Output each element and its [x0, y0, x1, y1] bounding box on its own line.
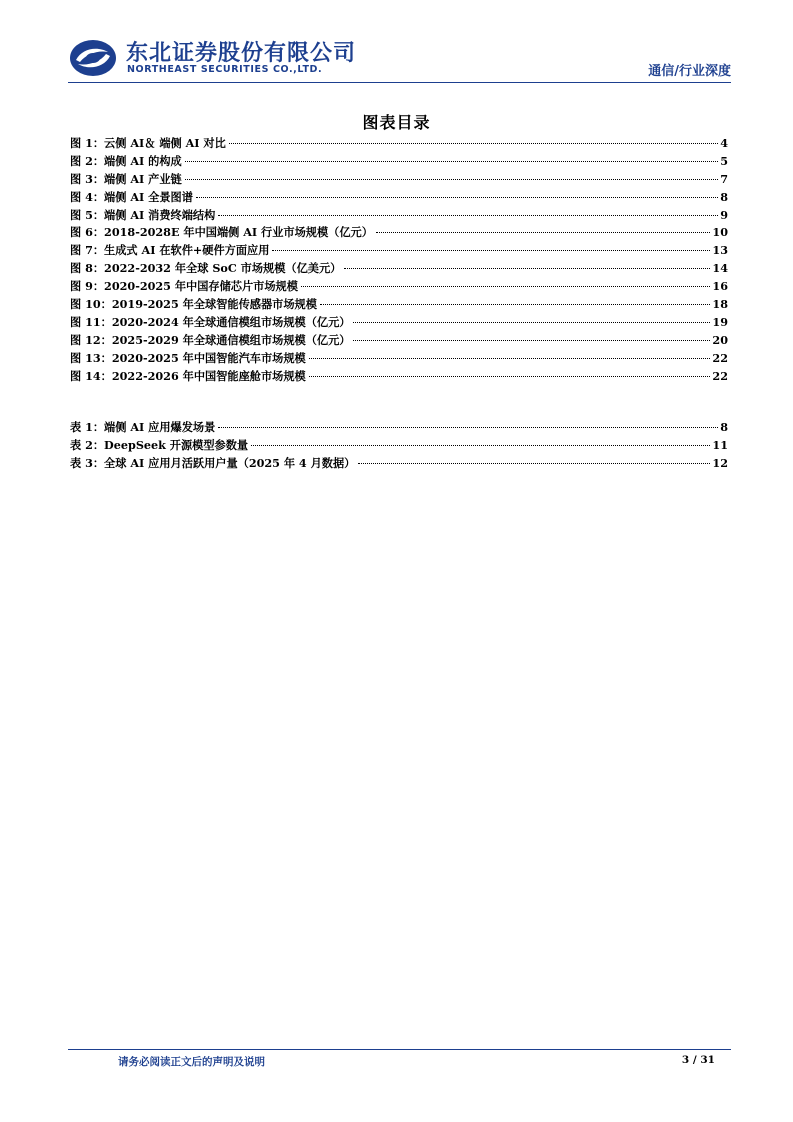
toc-entry-label: 图 14：2022-2026 年中国智能座舱市场规模: [70, 368, 306, 383]
toc-entry-page: 22: [712, 368, 728, 383]
dot-leader: [185, 179, 719, 180]
page-number: 3 / 31: [681, 1054, 715, 1066]
figure-list: [70, 135, 728, 385]
toc-entry-table[interactable]: [70, 419, 728, 437]
toc-entry-label: 图 1：云侧 AI＆ 端侧 AI 对比: [70, 136, 226, 150]
toc-entry-label: 表 2：DeepSeek 开源模型参数量: [70, 437, 249, 452]
toc-entry-page: 19: [712, 314, 728, 329]
dot-leader: [229, 143, 718, 144]
toc-entry-page: 5: [720, 153, 728, 168]
company-name-cn: 东北证券股份有限公司: [126, 41, 357, 66]
toc-entry-figure[interactable]: [70, 224, 728, 242]
dot-leader: [301, 286, 710, 287]
header-divider: [68, 82, 731, 83]
toc-entry-label: 表 1：端侧 AI 应用爆发场景: [70, 420, 216, 434]
toc-entry-figure[interactable]: [70, 260, 728, 278]
toc-entry-label: 图 3：端侧 AI 产业链: [70, 171, 182, 186]
toc-entry-figure[interactable]: [70, 207, 728, 225]
dot-leader: [196, 197, 718, 198]
dot-leader: [358, 463, 710, 464]
dot-leader: [344, 268, 710, 269]
toc-entry-figure[interactable]: [70, 153, 728, 171]
toc-entry-label: 图 6：2018-2028E 年中国端侧 AI 行业市场规模（亿元）: [70, 225, 373, 240]
toc-entry-figure[interactable]: [70, 350, 728, 368]
toc-entry-page: 13: [712, 243, 728, 258]
toc-entry-label: 图 13：2020-2025 年中国智能汽车市场规模: [70, 350, 306, 365]
toc-entry-figure[interactable]: [70, 278, 728, 296]
toc-entry-label: 图 10：2019-2025 年全球智能传感器市场规模: [70, 297, 317, 312]
toc-entry-figure[interactable]: [70, 314, 728, 332]
toc-entry-page: 14: [712, 261, 728, 276]
toc-entry-page: 4: [720, 136, 728, 150]
toc-entry-figure[interactable]: [70, 135, 728, 153]
toc-entry-table[interactable]: [70, 455, 728, 473]
company-name-en: NORTHEAST SECURITIES CO.,LTD.: [127, 64, 323, 75]
toc-title: 图表目录: [362, 113, 431, 132]
toc-entry-page: 12: [712, 455, 728, 470]
dot-leader: [218, 427, 718, 428]
dot-leader: [376, 232, 711, 233]
dot-leader: [309, 376, 711, 377]
northeast-securities-logo-icon: [68, 38, 118, 78]
dot-leader: [309, 358, 711, 359]
toc-entry-figure[interactable]: [70, 368, 728, 386]
page-header: [68, 34, 731, 82]
toc-entry-label: 图 5：端侧 AI 消费终端结构: [70, 207, 216, 222]
toc-entry-figure[interactable]: [70, 189, 728, 207]
toc-entry-label: 图 9：2020-2025 年中国存储芯片市场规模: [70, 279, 298, 294]
toc-entry-figure[interactable]: [70, 296, 728, 314]
toc-entry-page: 22: [712, 350, 728, 365]
toc-entry-label: 图 4：端侧 AI 全景图谱: [70, 189, 193, 204]
toc-entry-figure[interactable]: [70, 332, 728, 350]
toc-entry-page: 16: [712, 279, 728, 294]
dot-leader: [320, 304, 711, 305]
toc-entry-label: 图 12：2025-2029 年全球通信模组市场规模（亿元）: [70, 332, 351, 347]
toc-entry-label: 图 11：2020-2024 年全球通信模组市场规模（亿元）: [70, 314, 351, 329]
toc-entry-label: 图 7：生成式 AI 在软件+硬件方面应用: [70, 243, 270, 258]
toc-entry-page: 11: [712, 437, 728, 452]
toc-entry-figure[interactable]: [70, 171, 728, 189]
footer-divider: [68, 1049, 731, 1050]
toc-entry-table[interactable]: [70, 437, 728, 455]
dot-leader: [185, 161, 719, 162]
toc-entry-page: 8: [720, 189, 728, 204]
toc-entry-page: 8: [720, 420, 728, 434]
report-category: 通信/行业深度: [648, 64, 731, 79]
toc-entry-page: 9: [720, 207, 728, 222]
toc-entry-label: 图 8：2022-2032 年全球 SoC 市场规模（亿美元）: [70, 261, 342, 276]
toc-entry-label: 表 3：全球 AI 应用月活跃用户量（2025 年 4 月数据）: [70, 455, 356, 470]
dot-leader: [353, 322, 710, 323]
dot-leader: [251, 445, 710, 446]
toc-entry-page: 10: [712, 225, 728, 240]
footer-disclaimer: 请务必阅读正文后的声明及说明: [118, 1056, 265, 1068]
toc-entry-page: 18: [712, 297, 728, 312]
toc-entry-figure[interactable]: [70, 242, 728, 260]
dot-leader: [272, 250, 710, 251]
dot-leader: [218, 215, 718, 216]
toc-entry-page: 7: [720, 171, 728, 186]
toc-entry-page: 20: [712, 332, 728, 347]
dot-leader: [353, 340, 710, 341]
table-list: [70, 419, 728, 473]
toc-entry-label: 图 2：端侧 AI 的构成: [70, 153, 182, 168]
